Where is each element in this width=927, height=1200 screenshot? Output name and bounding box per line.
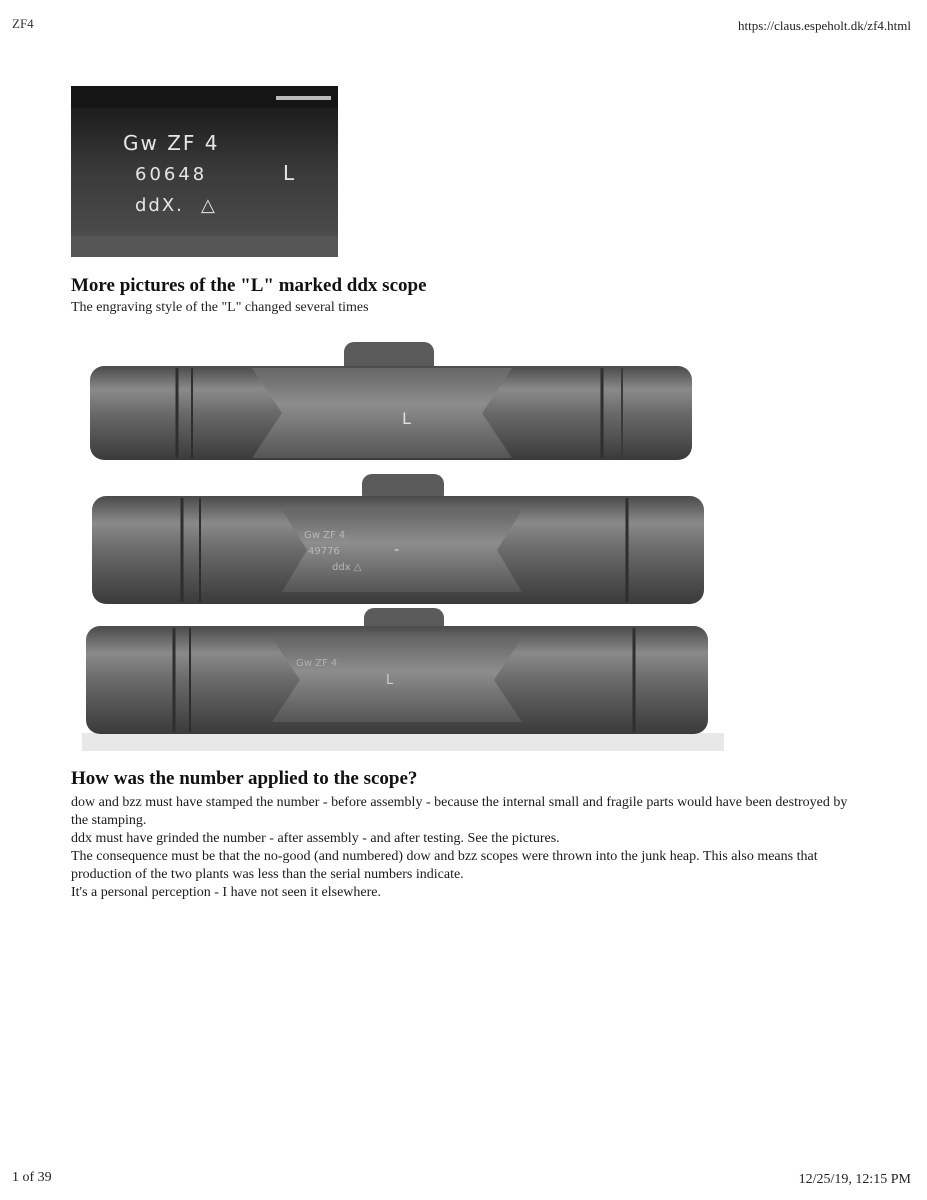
engraving-closeup-photo: [71, 86, 338, 257]
section-body: [71, 794, 851, 902]
triangle-mark-icon: △: [201, 195, 215, 216]
scope-2-engraving-line-1: Gw ZF 4: [304, 530, 346, 541]
print-datetime: 12/25/19, 12:15 PM: [798, 1172, 911, 1187]
section-heading-number-applied: How was the number applied to the scope?: [71, 768, 418, 789]
paragraph: ddx must have grinded the number - after assembly - and after testing. See the pictures.: [71, 831, 560, 846]
paragraph: It's a personal perception - I have not seen it elsewhere.: [71, 885, 382, 900]
scope-2-serial: 49776: [308, 546, 340, 557]
engraving-maker-code: ddX.: [135, 195, 184, 216]
engraving-serial: 60648: [135, 164, 208, 185]
scope-3-l-mark: L: [386, 673, 394, 688]
section-heading-more-pictures: More pictures of the "L" marked ddx scope: [71, 275, 427, 296]
scope-2-mark: -: [394, 542, 400, 558]
scope-3-engraving-line-1: Gw ZF 4: [296, 658, 338, 669]
scope-1-l-mark: L: [402, 409, 411, 428]
scope-2-maker-code: ddx △: [332, 562, 362, 573]
page-number: 1 of 39: [12, 1170, 52, 1185]
page-url[interactable]: https://claus.espeholt.dk/zf4.html: [738, 18, 911, 33]
paragraph: dow and bzz must have stamped the number - before assembly - because the internal small and fragile parts would have been destroyed by the stamping.: [71, 795, 848, 828]
paragraph: The consequence must be that the no-good (and numbered) dow and bzz scopes were thrown into the junk heap. This also means that production of the two plants was less than the serial numbers indicate.: [71, 849, 818, 882]
section-subtitle: The engraving style of the "L" changed several times: [71, 300, 369, 315]
engraving-line-1: Gw ZF 4: [123, 131, 220, 155]
three-scopes-photo: [82, 338, 724, 751]
engraving-l-mark: L: [283, 161, 295, 185]
scope-3: [86, 608, 708, 734]
page-title: ZF4: [12, 16, 34, 31]
